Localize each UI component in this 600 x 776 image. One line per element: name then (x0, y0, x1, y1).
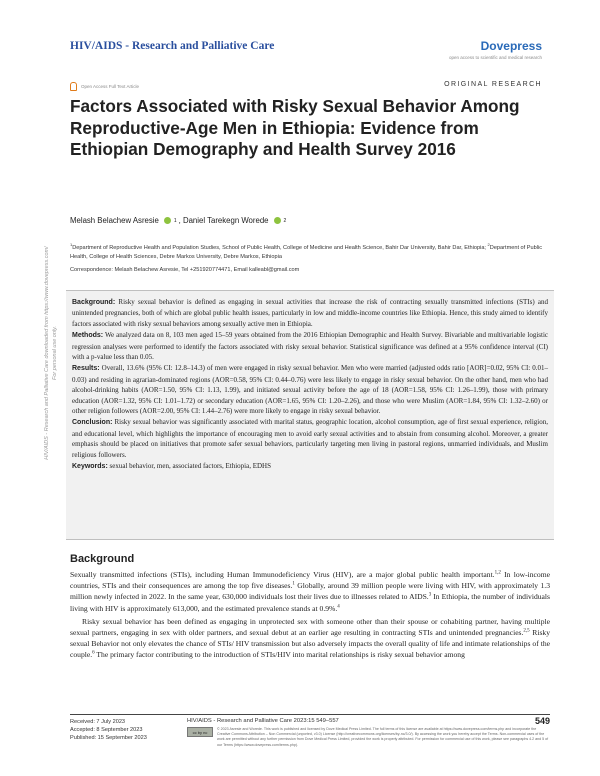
abstract-label: Methods: (72, 332, 104, 340)
journal-title: HIV/AIDS - Research and Palliative Care (70, 40, 275, 52)
abstract-text: Overall, 13.6% (95% CI: 12.8–14.3) of men were engaged in risky sexual behavior. Men who were married (adjusted odds ratio [AOR]=0.02, 95% CI: 0.01–0.03) and residing in agrarian-dominated regions (AOR=0.58, 95% CI: 0.44–0.76) were less likely to engage in risky sexual behavior. On the other hand, men who had alcohol-drinking habits (AOR=1.50, 95% CI: 1.13, 1.99), and initiated sexual activity before the age of 18 (AOR=1.58, 95% CI: 1.26–1.99), those with primary education (AOR=1.32, 95% CI: 1.01–1.72) or secondary education (AOR=1.65, 95% CI: 1.20–2.26), and those who were Muslim (AOR=1.84, 95% CI: 1.32–2.60) or other religion followers (AOR=2.00, 95% CI: 1.44–2.76) were more likely to engage in risky sexual behavior. (72, 364, 549, 416)
orcid-icon[interactable] (274, 217, 281, 224)
citation-ref[interactable]: 3 (428, 592, 432, 598)
article-dates (70, 719, 147, 742)
body-sentence: Risky sexual Behavior not only elevates the chance of STIs/ HIV transmission but also adversely impacts the overall quality of life and intimate relationships of the couple. (70, 628, 550, 660)
affiliations (70, 240, 550, 262)
license-block (187, 727, 550, 748)
affiliation-ref: 2 (487, 242, 490, 247)
footer-divider (70, 714, 550, 715)
accepted-date: Accepted: 8 September 2023 (70, 726, 143, 733)
author-affiliation-ref: 2 (283, 217, 287, 224)
abstract-text: sexual behavior, men, associated factors, Ethiopia, EDHS (109, 462, 271, 471)
abstract-text: Risky sexual behavior was significantly associated with marital status, geographic location, alcohol consumption, age of first sexual experience, religion, and educational level, which highlights the importance of encouraging men to avoid early sexual activities and to abstain from consuming alcohol. Moreover, a greater emphasis should be placed on initiatives that promote safer sexual behaviors, particularly targeting men living in pastoral regions, unmarried individuals, and Muslim religious followers. (72, 418, 549, 459)
cc-license-icon[interactable]: cc by nc (187, 727, 213, 737)
body-paragraph (70, 616, 550, 661)
body-paragraph (70, 569, 550, 614)
body-sentence: Risky sexual behavior has been defined as engaging in unprotected sex with someone other than their spouse or cohabiting partner, having multiple sexual partners, engaging in sex with older partners, and sexual debut at an earlier age resulting in contracting STIs and unintended pregnancies. (70, 616, 550, 638)
author-name: , Daniel Tarekegn Worede (178, 216, 269, 225)
open-access-label (70, 82, 139, 91)
article-type: ORIGINAL RESEARCH (444, 81, 542, 88)
citation-ref[interactable]: 2,5 (523, 628, 530, 634)
citation-ref[interactable]: 1,2 (494, 570, 501, 576)
abstract-box (66, 290, 554, 540)
body-text (70, 569, 550, 661)
abstract-methods (72, 330, 548, 362)
side-watermark-text (43, 163, 59, 543)
author-name: Melash Belachew Asresie (70, 216, 159, 225)
side-watermark (31, 185, 71, 500)
body-sentence: Sexually transmitted infections (STIs), including Human Immunodeficiency Virus (HIV), are a major global public health important. (70, 570, 495, 579)
publisher-tagline: open access to scientific and medical research (448, 55, 542, 60)
abstract-label: Conclusion: (72, 419, 113, 427)
abstract-conclusion (72, 417, 548, 460)
abstract-text: Risky sexual behavior is defined as engaging in sexual activities that increase the risk of contracting sexually transmitted infections (STIs) and unintended pregnancies, both of which are global public health issues, particularly in low and middle-income countries like Ethiopia. Hence, this study aimed to identify factors associated with risky sexual behaviors among sexually active men in Ethiopia. (72, 298, 548, 328)
orcid-icon[interactable] (164, 217, 171, 224)
author-list (70, 216, 286, 225)
page-number: 549 (534, 716, 550, 726)
license-text: © 2023 Asresie and Worede. This work is published and licensed by Dove Medical Press Limited. The full terms of this license are available at https://www.dovepress.com/terms.php and incorporate the Creative Commons Attribution – Non Commercial (unported, v3.0) License (http://creativecommons.org/licenses/by-nc/3.0/). By accessing the work you hereby accept the Terms. Non-commercial uses of the work are permitted without any further permission from Dove Medical Press Limited, provided the work is properly attributed. For permission for commercial use of this work, please see paragraphs 4.2 and 5 of our Terms (https://www.dovepress.com/terms.php). (217, 727, 549, 747)
side-watermark-line: HIV/AIDS - Research and Palliative Care downloaded from https://www.dovepress.com/ (44, 246, 50, 460)
abstract-label: Background: (72, 299, 116, 306)
body-sentence: Globally, around 39 million people were living with HIV, with approximately 1.3 million newly infected in 2022. In the same year, 630,000 individuals lost their lives due to illnesses related to AIDS. (70, 581, 550, 602)
abstract-label: Keywords: (72, 463, 108, 471)
body-sentence: In Ethiopia, the number of individuals living with HIV is approximately 613,000, and the estimated prevalence stands at 0.9%. (70, 592, 550, 613)
publisher-brand (449, 39, 542, 60)
section-heading: Background (70, 553, 135, 565)
side-watermark-line: For personal use only. (52, 326, 58, 381)
open-lock-icon (70, 82, 77, 91)
received-date: Received: 7 July 2023 (70, 719, 126, 725)
open-access-text: Open Access Full Text Article (81, 84, 139, 89)
affiliation-2: Department of Public Health, College of Health Sciences, Debre Markos University, Debre Markos, Ethiopia (70, 244, 543, 260)
citation-ref[interactable]: 6 (92, 650, 95, 656)
citation-ref[interactable]: 1 (292, 581, 295, 587)
affiliation-1: Department of Reproductive Health and Population Studies, School of Public Health, College of Medicine and Health Science, Bahir Dar University, Bahir Dar, Ethiopia; (72, 244, 486, 251)
abstract-results (72, 363, 548, 416)
abstract-background (72, 297, 548, 329)
abstract-label: Results: (72, 365, 100, 373)
journal-citation: HIV/AIDS - Research and Palliative Care 2023:15 549–557 (187, 718, 339, 724)
correspondence: Correspondence: Melash Belachew Asresie, Tel +251920774471, Email kalleabl@gmail.com (70, 267, 300, 273)
affiliation-ref: 1 (70, 242, 73, 247)
body-sentence: The primary factor contributing to the introduction of STIs/HIV into marital relationships is risky sexual behavior among (94, 650, 465, 660)
published-date: Published: 15 September 2023 (70, 734, 147, 741)
citation-ref[interactable]: 4 (337, 604, 340, 610)
abstract-keywords (72, 461, 548, 472)
publisher-name: Dovepress (480, 39, 542, 53)
author-affiliation-ref: 1 (173, 217, 177, 224)
abstract-text: We analyzed data on 8, 103 men aged 15–59 years obtained from the 2016 Ethiopian Demographic and Health Survey. Bivariable and multivariable logistic regression analyses were performed to identify the factors associated with risky sexual behavior. Statistical significance was defined at a 95% confidence interval (CI) with a p-value less than 0.05. (72, 331, 548, 362)
body-sentence: In low-income countries, STIs and their consequences are among the top five diseases. (70, 570, 550, 591)
paper-title: Factors Associated with Risky Sexual Behavior Among Reproductive-Age Men in Ethiopia: Evidence from Ethiopian Demography and Health Survey 2016 (70, 96, 520, 159)
